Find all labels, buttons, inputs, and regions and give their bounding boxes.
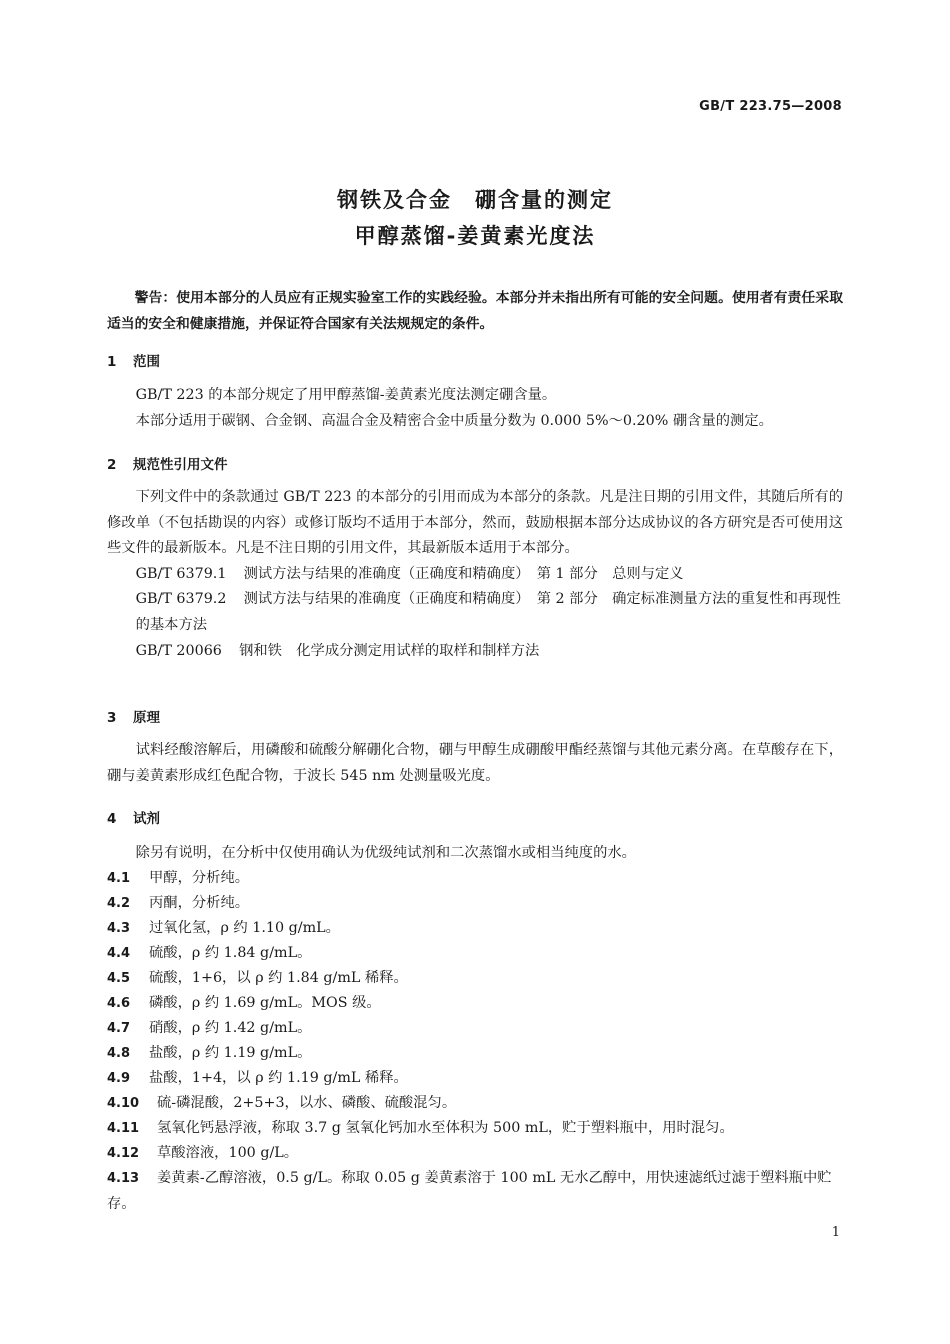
item-number: 4.2 [107,896,131,911]
item-number: 4.9 [107,1071,131,1086]
item-number: 4.10 [107,1096,140,1111]
warning-paragraph [107,286,843,337]
section-number: 3 [107,710,117,726]
paragraph: 除另有说明，在分析中仅使用确认为优级纯试剂和二次蒸馏水或相当纯度的水。 [135,845,636,861]
section-2-body [107,485,843,664]
item-text: 硝酸，ρ 约 1.42 g/mL。 [149,1020,312,1036]
section-4-heading [107,807,160,827]
paragraph: GB/T 223 的本部分规定了用甲醇蒸馏-姜黄素光度法测定硼含量。 [135,387,557,403]
section-number: 4 [107,811,117,827]
reference-code: GB/T 6379.2 [135,591,227,608]
paragraph: 试料经酸溶解后，用磷酸和硫酸分解硼化合物，硼与甲醇生成硼酸甲酯经蒸馏与其他元素分离。在草酸存在下，硼与姜黄素形成红色配合物，于波长 545 nm 处测量吸光度。 [107,742,843,784]
item-text: 硫酸，ρ 约 1.84 g/mL。 [149,945,312,961]
item-number: 4.7 [107,1021,131,1036]
document-title-line2: 甲醇蒸馏-姜黄素光度法 [354,224,596,248]
list-item [107,991,843,1016]
item-text: 甲醇，分析纯。 [149,870,250,886]
list-item [107,941,843,966]
paragraph: 下列文件中的条款通过 GB/T 223 的本部分的引用而成为本部分的条款。凡是注日期的引用文件，其随后所有的修改单（不包括勘误的内容）或修订版均不适用于本部分，然而，鼓励根据本部分达成协议的各方研究是否可使用这些文件的最新版本。凡是不注日期的引用文件，其最新版本适用于本部分。 [107,489,843,557]
reference-code: GB/T 20066 [135,642,222,659]
list-item [107,1041,843,1066]
item-text: 过氧化氢，ρ 约 1.10 g/mL。 [149,920,340,936]
list-item [107,866,843,891]
item-number: 4.12 [107,1146,140,1161]
item-text: 盐酸，ρ 约 1.19 g/mL。 [149,1045,312,1061]
item-number: 4.6 [107,996,131,1011]
item-text: 盐酸，1+4，以 ρ 约 1.19 g/mL 稀释。 [149,1070,408,1086]
list-item [107,1116,843,1141]
section-title: 试剂 [133,811,160,827]
document-title-line1: 钢铁及合金 硼含量的测定 [337,188,613,212]
section-number: 2 [107,457,117,473]
reference-code: GB/T 6379.1 [135,565,227,582]
section-3-heading [107,706,160,726]
list-item [107,1166,843,1217]
item-number: 4.11 [107,1121,140,1136]
list-item [107,1016,843,1041]
reference-title: 测试方法与结果的准确度（正确度和精确度） 第 2 部分 确定标准测量方法的重复性和再现性的基本方法 [135,591,841,633]
reference-item [107,639,843,665]
standard-code: GB/T 223.75—2008 [699,99,842,114]
list-item [107,966,843,991]
reference-item [107,562,843,588]
list-item [107,916,843,941]
item-text: 硫-磷混酸，2+5+3，以水、磷酸、硫酸混匀。 [157,1095,457,1111]
item-text: 氢氧化钙悬浮液，称取 3.7 g 氢氧化钙加水至体积为 500 mL，贮于塑料瓶中，用时混匀。 [157,1120,734,1136]
list-item [107,1141,843,1166]
section-2-heading [107,453,228,473]
reference-title: 钢和铁 化学成分测定用试样的取样和制样方法 [239,642,540,659]
section-4-body [107,841,843,1217]
list-item [107,1091,843,1116]
item-text: 硫酸，1+6，以 ρ 约 1.84 g/mL 稀释。 [149,970,408,986]
section-title: 原理 [133,710,160,726]
item-text: 草酸溶液，100 g/L。 [157,1145,299,1161]
section-1-body [107,383,843,434]
item-number: 4.5 [107,971,131,986]
section-title: 范围 [133,354,160,370]
item-number: 4.8 [107,1046,131,1061]
item-number: 4.4 [107,946,131,961]
reference-item [107,587,843,638]
item-number: 4.1 [107,871,131,886]
item-number: 4.3 [107,921,131,936]
list-item [107,891,843,916]
warning-text: 警告：使用本部分的人员应有正规实验室工作的实践经验。本部分并未指出所有可能的安全问题。使用者有责任采取适当的安全和健康措施，并保证符合国家有关法规规定的条件。 [107,290,843,332]
section-title: 规范性引用文件 [133,457,228,473]
item-number: 4.13 [107,1171,140,1186]
list-item [107,1066,843,1091]
item-text: 姜黄素-乙醇溶液，0.5 g/L。称取 0.05 g 姜黄素溶于 100 mL 无水乙醇中，用快速滤纸过滤于塑料瓶中贮存。 [107,1170,832,1212]
item-text: 磷酸，ρ 约 1.69 g/mL。MOS 级。 [149,995,381,1011]
section-3-body [107,738,843,789]
section-1-heading [107,350,160,370]
section-number: 1 [107,354,117,370]
paragraph: 本部分适用于碳钢、合金钢、高温合金及精密合金中质量分数为 0.000 5%～0.20% 硼含量的测定。 [135,412,773,429]
reference-title: 测试方法与结果的准确度（正确度和精确度） 第 1 部分 总则与定义 [243,565,684,582]
item-text: 丙酮，分析纯。 [149,895,250,911]
page-number: 1 [831,1225,840,1240]
